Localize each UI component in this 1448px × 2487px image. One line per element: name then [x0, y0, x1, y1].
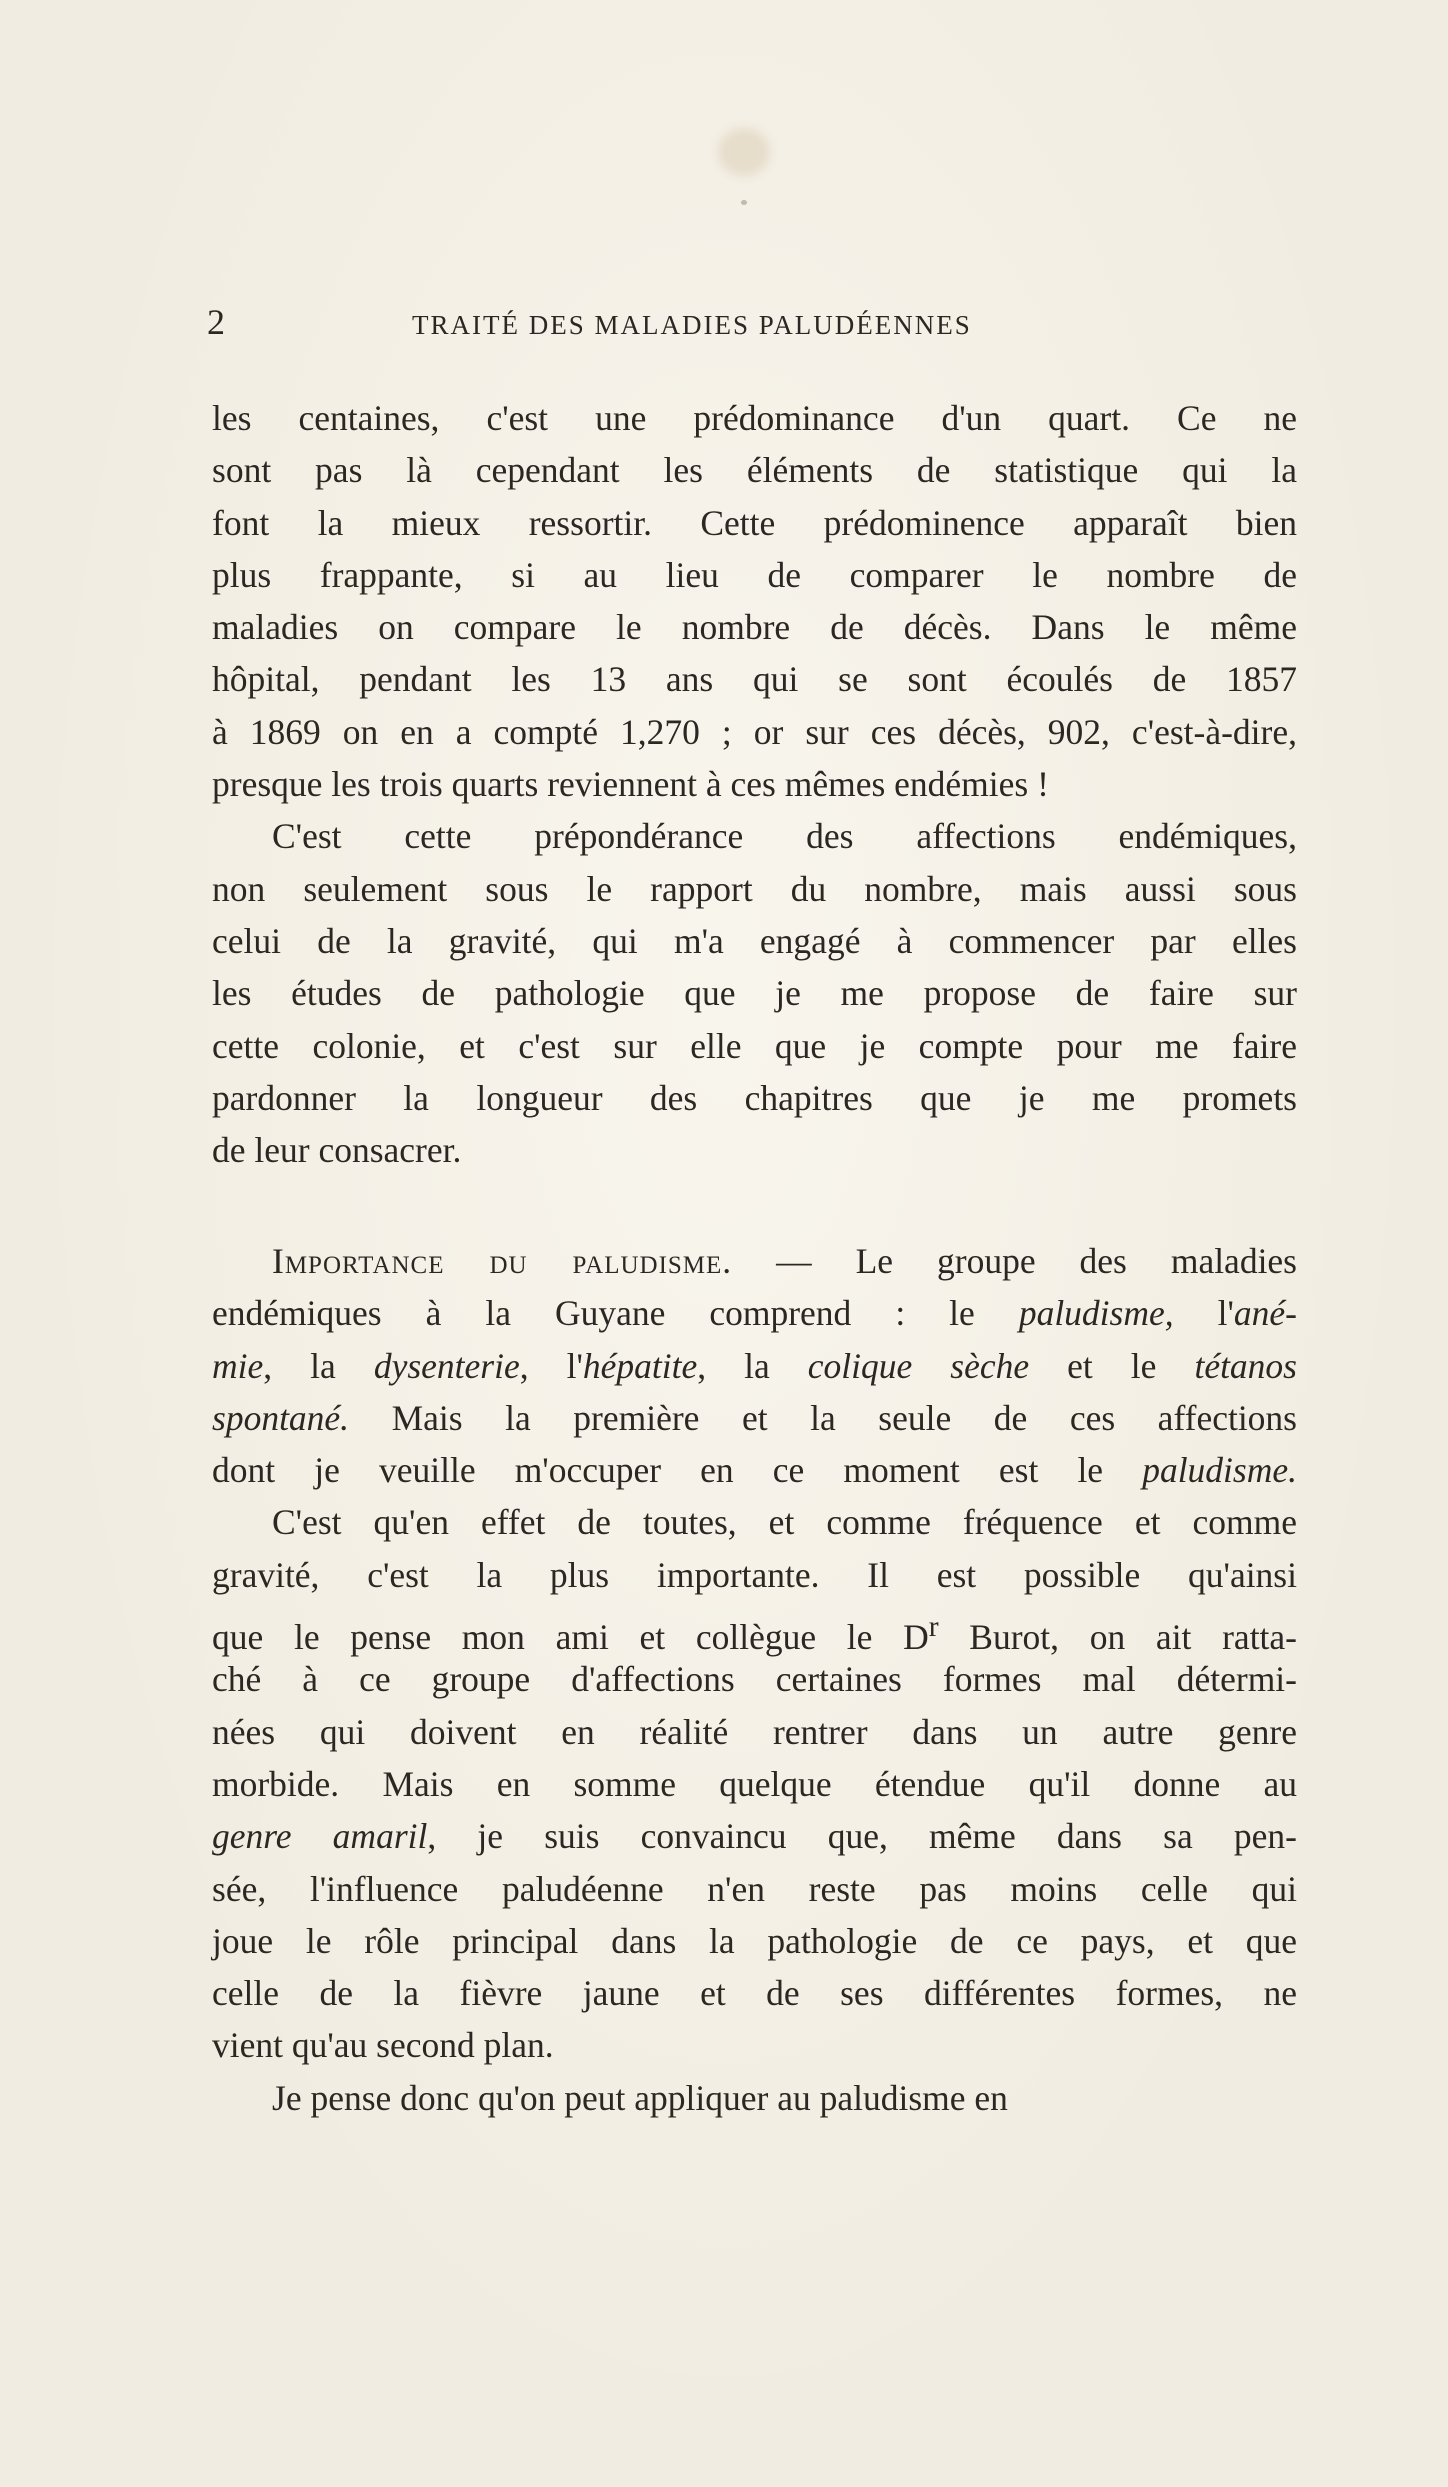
text-line: celle de la fièvre jaune et de ses différentes formes, ne: [212, 1973, 1297, 2014]
text-line: nées qui doivent en réalité rentrer dans un autre genre: [212, 1711, 1297, 1752]
paper-stain: [718, 128, 770, 176]
text-span: que le pense mon ami et collègue le D: [212, 1616, 929, 1657]
text-span: dont je veuille m'occuper en ce moment est le: [212, 1450, 1143, 1491]
text-line: [212, 1444, 1297, 1496]
text-span: Burot, on ait ratta-: [938, 1616, 1297, 1657]
italic-term: genre amaril: [212, 1816, 428, 1857]
text-line: les études de pathologie que je me propose de faire sur: [212, 973, 1297, 1014]
section-heading: Importance du paludisme.: [272, 1241, 733, 1281]
text-span: , la: [697, 1345, 808, 1386]
text-line: [212, 1810, 1297, 1862]
text-line: cette colonie, et c'est sur elle que je compte pour me faire: [212, 1025, 1297, 1066]
text-line: hôpital, pendant les 13 ans qui se sont écoulés de 1857: [212, 659, 1297, 700]
text-span: , l': [519, 1345, 583, 1386]
italic-term: mie: [212, 1345, 264, 1386]
text-span: et le: [1029, 1345, 1195, 1386]
text-span: — Le groupe des maladies: [732, 1241, 1298, 1281]
italic-term: hépatite: [582, 1345, 698, 1386]
text-line: [212, 1392, 1297, 1444]
superscript: r: [928, 1611, 939, 1644]
text-line: gravité, c'est la plus importante. Il est possible qu'ainsi: [212, 1554, 1297, 1595]
text-line: C'est cette prépondérance des affections endémiques,: [272, 816, 1297, 857]
italic-term: tétanos: [1194, 1345, 1298, 1386]
text-line: presque les trois quarts reviennent à ces mêmes endémies !: [212, 764, 1049, 805]
italic-term: dysenterie: [373, 1345, 520, 1386]
text-line: pardonner la longueur des chapitres que je me promets: [212, 1077, 1297, 1118]
text-line: sée, l'influence paludéenne n'en reste pas moins celle qui: [212, 1868, 1297, 1909]
text-line: vient qu'au second plan.: [212, 2025, 554, 2066]
text-line: ché à ce groupe d'affections certaines formes mal détermi-: [212, 1659, 1297, 1700]
text-line: maladies on compare le nombre de décès. Dans le même: [212, 607, 1297, 648]
text-line: morbide. Mais en somme quelque étendue qu'il donne au: [212, 1763, 1297, 1804]
running-header: [207, 300, 1277, 344]
text-line: [212, 1601, 1297, 1657]
text-line: joue le rôle principal dans la pathologie de ce pays, et que: [212, 1920, 1297, 1961]
italic-term: spontané.: [212, 1397, 350, 1438]
text-line: sont pas là cependant les éléments de statistique qui la: [212, 450, 1297, 491]
italic-term: paludisme.: [1142, 1450, 1297, 1491]
text-line: [212, 1235, 1297, 1287]
text-span: , la: [263, 1345, 374, 1386]
page-number: 2: [207, 302, 225, 342]
text-span: Mais la première et la seule de ces affections: [349, 1397, 1297, 1438]
running-title: TRAITÉ DES MALADIES PALUDÉENNES: [412, 310, 972, 340]
text-line: Je pense donc qu'on peut appliquer au paludisme en: [272, 2077, 1008, 2118]
italic-term: ané-: [1233, 1293, 1297, 1334]
italic-term: colique sèche: [807, 1345, 1030, 1386]
italic-term: paludisme,: [1018, 1293, 1174, 1334]
text-line: les centaines, c'est une prédominance d'un quart. Ce ne: [212, 398, 1297, 438]
text-line: non seulement sous le rapport du nombre, mais aussi sous: [212, 868, 1297, 909]
body-text-section: [212, 1235, 1297, 2124]
text-line: font la mieux ressortir. Cette prédominence apparaît bien: [212, 502, 1297, 543]
text-span: endémiques à la Guyane comprend : le: [212, 1293, 1019, 1334]
text-line: [212, 1287, 1297, 1339]
text-span: , je suis convaincu que, même dans sa pen-: [427, 1816, 1297, 1857]
text-line: plus frappante, si au lieu de comparer le nombre de: [212, 554, 1297, 595]
text-line: C'est qu'en effet de toutes, et comme fréquence et comme: [272, 1502, 1297, 1543]
text-span: l': [1173, 1293, 1234, 1334]
paper-speck: [741, 200, 747, 205]
text-line: [212, 1340, 1297, 1392]
text-line: de leur consacrer.: [212, 1130, 462, 1171]
body-text-top: [212, 392, 1297, 1176]
text-line: à 1869 on en a compté 1,270 ; or sur ces décès, 902, c'est-à-dire,: [212, 711, 1297, 752]
text-line: celui de la gravité, qui m'a engagé à commencer par elles: [212, 920, 1297, 961]
